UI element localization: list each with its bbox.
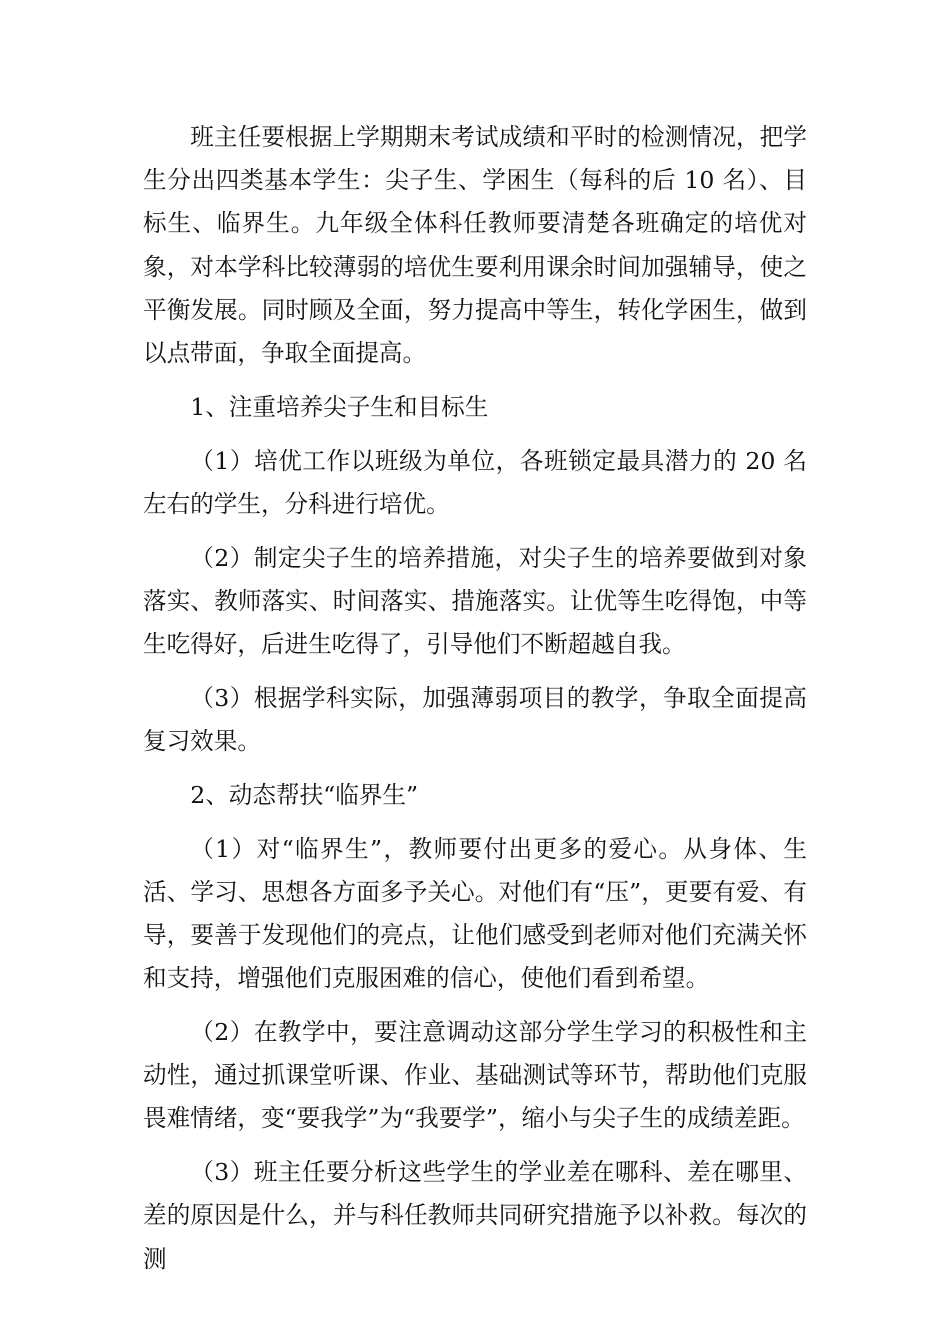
document-body xyxy=(143,116,807,1281)
paragraph-intro: 班主任要根据上学期期末考试成绩和平时的检测情况，把学生分出四类基本学生：尖子生、学困生（每科的后 10 名）、目标生、临界生。九年级全体科任教师要清楚各班确定的培优对象，对本学科比较薄弱的培优生要利用课余时间加强辅导，使之平衡发展。同时顾及全面，努力提高中等生，转化学困生，做到以点带面，争取全面提高。 xyxy=(143,123,807,368)
paragraph-1-1: （1）培优工作以班级为单位，各班锁定最具潜力的 20 名左右的学生，分科进行培优。 xyxy=(143,446,807,518)
heading-2-borderline-students: 2、动态帮扶“临界生” xyxy=(190,780,419,809)
heading-1-top-students: 1、注重培养尖子生和目标生 xyxy=(190,392,489,421)
paragraph-1-2: （2）制定尖子生的培养措施，对尖子生的培养要做到对象落实、教师落实、时间落实、措施落实。让优等生吃得饱，中等生吃得好，后进生吃得了，引导他们不断超越自我。 xyxy=(143,543,807,659)
paragraph-2-2: （2）在教学中，要注意调动这部分学生学习的积极性和主动性，通过抓课堂听课、作业、基础测试等环节，帮助他们克服畏难情绪，变“要我学”为“我要学”，缩小与尖子生的成绩差距。 xyxy=(143,1018,807,1133)
paragraph-2-3: （3）班主任要分析这些学生的学业差在哪科、差在哪里、差的原因是什么，并与科任教师共同研究措施予以补救。每次的测 xyxy=(143,1158,807,1273)
paragraph-2-1: （1）对“临界生”，教师要付出更多的爱心。从身体、生活、学习、思想各方面多予关心。对他们有“压”，更要有爱、有导，要善于发现他们的亮点，让他们感受到老师对他们充满关怀和支持，增强他们克服困难的信心，使他们看到希望。 xyxy=(143,834,807,993)
paragraph-1-3: （3）根据学科实际，加强薄弱项目的教学，争取全面提高复习效果。 xyxy=(143,683,807,756)
